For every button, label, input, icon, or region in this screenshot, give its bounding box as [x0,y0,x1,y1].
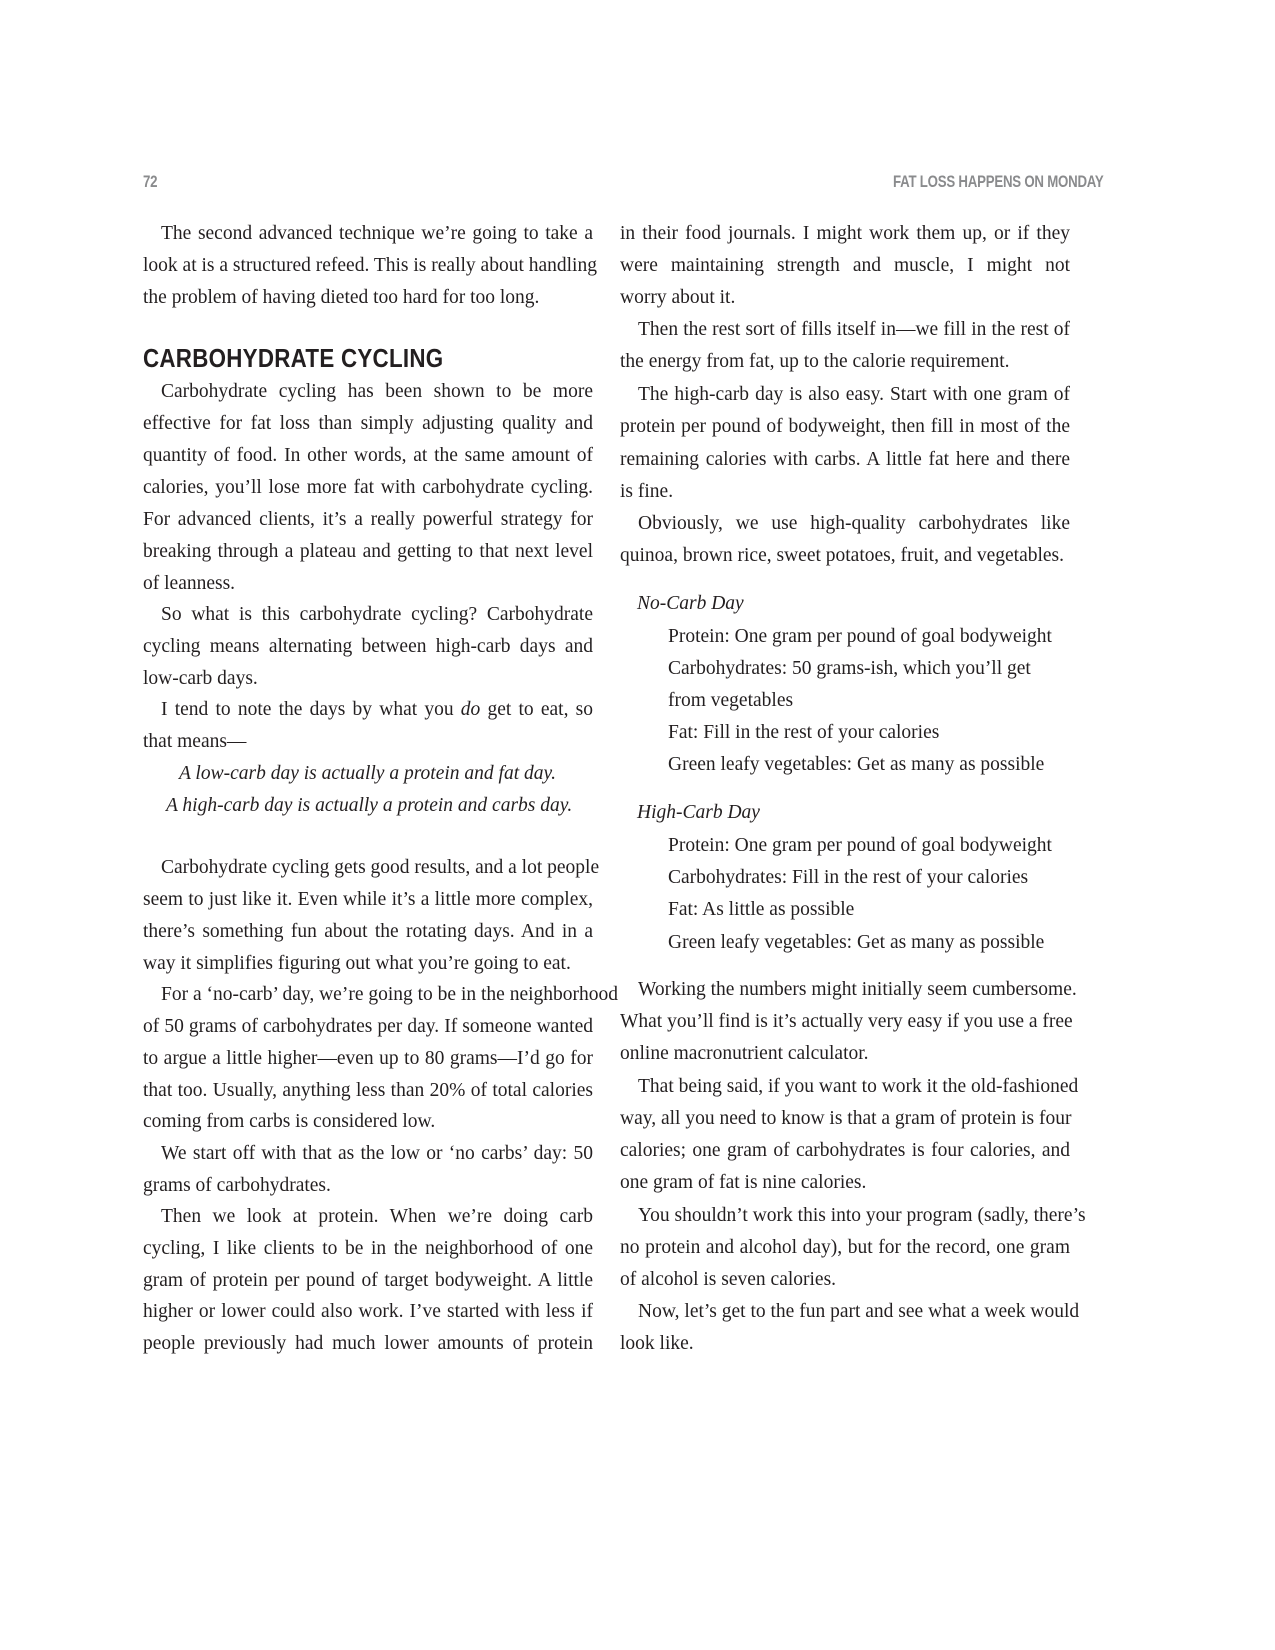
list-title: No-Carb Day [637,593,744,614]
text-line: We start off with that as the low or ‘no carbs’ day: 50 [161,1143,593,1164]
list-item: from vegetables [668,690,794,711]
text-line: no protein and alcohol day), but for the record, one gram [620,1237,1070,1258]
text-line: way, all you need to know is that a gram of protein is four [620,1108,1072,1129]
list-item: Protein: One gram per pound of goal bodyweight [668,626,1052,647]
text-line: For a ‘no-carb’ day, we’re going to be in the neighborhood [161,984,619,1005]
text-line: there’s something fun about the rotating days. And in a [143,921,593,942]
text-line: gram of protein per pound of target bodyweight. A little [143,1270,593,1291]
text-line: of alcohol is seven calories. [620,1269,837,1290]
text-line: grams of carbohydrates. [143,1175,331,1196]
list-item: Fat: Fill in the rest of your calories [668,722,940,743]
text-line: quantity of food. In other words, at the same amount of [143,445,593,466]
text-line: were maintaining strength and muscle, I might not [620,255,1070,276]
quote-line: A low-carb day is actually a protein and fat day. [179,763,556,784]
text-line: cycling means alternating between high-carb days and [143,636,593,657]
text-line: worry about it. [620,287,736,308]
text-line: That being said, if you want to work it the old-fashioned [638,1076,1079,1097]
text-line: online macronutrient calculator. [620,1043,869,1064]
text-line: look like. [620,1333,694,1354]
text-line: protein per pound of bodyweight, then fill in most of the [620,416,1070,437]
text-line: Carbohydrate cycling has been shown to be more [161,381,593,402]
text-line: the problem of having dieted too hard for too long. [143,287,540,308]
text-line: in their food journals. I might work them up, or if they [620,223,1070,244]
text-line: people previously had much lower amounts of protein [143,1333,593,1354]
text-line: calories, you’ll lose more fat with carbohydrate cycling. [143,477,593,498]
page-number: 72 [143,172,158,191]
text-line: higher or lower could also work. I’ve started with less if [143,1301,593,1322]
text-line: that too. Usually, anything less than 20% of total calories [143,1080,593,1101]
text-line: that means— [143,731,247,752]
text-line: of 50 grams of carbohydrates per day. If someone wanted [143,1016,593,1037]
text-line: the energy from fat, up to the calorie requirement. [620,351,1010,372]
text-line: of leanness. [143,573,236,594]
text-line: The high-carb day is also easy. Start with one gram of [638,384,1070,405]
text-line: You shouldn’t work this into your program (sadly, there’s [638,1205,1086,1226]
list-item: Green leafy vegetables: Get as many as possible [668,932,1045,953]
section-heading: CARBOHYDRATE CYCLING [143,343,444,373]
list-item: Fat: As little as possible [668,899,855,920]
text-line: is fine. [620,481,674,502]
list-item: Green leafy vegetables: Get as many as possible [668,754,1045,775]
text-line: quinoa, brown rice, sweet potatoes, fruit, and vegetables. [620,545,1065,566]
list-item: Protein: One gram per pound of goal bodyweight [668,835,1052,856]
text-line: Then we look at protein. When we’re doing carb [161,1206,593,1227]
text-line: Now, let’s get to the fun part and see what a week would [638,1301,1080,1322]
text-line [143,698,593,722]
list-item: Carbohydrates: Fill in the rest of your calories [668,867,1029,888]
text-line: The second advanced technique we’re going to take a [161,223,593,244]
text-line: seem to just like it. Even while it’s a little more complex, [143,889,593,910]
text-line: coming from carbs is considered low. [143,1111,436,1132]
text-line: Working the numbers might initially seem cumbersome. [638,979,1077,1000]
text-line: one gram of fat is nine calories. [620,1172,867,1193]
list-title: High-Carb Day [637,802,760,823]
text-line: way it simplifies figuring out what you’re going to eat. [143,953,571,974]
text-line: For advanced clients, it’s a really powerful strategy for [143,509,593,530]
text-line: Then the rest sort of fills itself in—we fill in the rest of [638,319,1070,340]
list-item: Carbohydrates: 50 grams-ish, which you’ll get [668,658,1031,679]
text-line: breaking through a plateau and getting to that next level [143,541,593,562]
text-line: So what is this carbohydrate cycling? Carbohydrate [161,604,593,625]
emphasis: do [460,699,481,720]
quote-line: A high-carb day is actually a protein and carbs day. [166,795,573,816]
text-line: What you’ll find is it’s actually very easy if you use a free [620,1011,1073,1032]
text-run: get to eat, so [480,699,593,720]
text-line: to argue a little higher—even up to 80 grams—I’d go for [143,1048,593,1069]
text-run: I tend to note the days by what you [161,699,461,720]
text-line: calories; one gram of carbohydrates is four calories, and [620,1140,1070,1161]
text-line: look at is a structured refeed. This is really about handling [143,255,597,276]
text-line: low-carb days. [143,668,258,689]
running-title: FAT LOSS HAPPENS ON MONDAY [893,172,1104,191]
text-line: remaining calories with carbs. A little fat here and there [620,449,1070,470]
text-line: cycling, I like clients to be in the neighborhood of one [143,1238,593,1259]
text-line: Obviously, we use high-quality carbohydrates like [638,513,1070,534]
text-line: Carbohydrate cycling gets good results, and a lot people [161,857,600,878]
text-line: effective for fat loss than simply adjusting quality and [143,413,593,434]
